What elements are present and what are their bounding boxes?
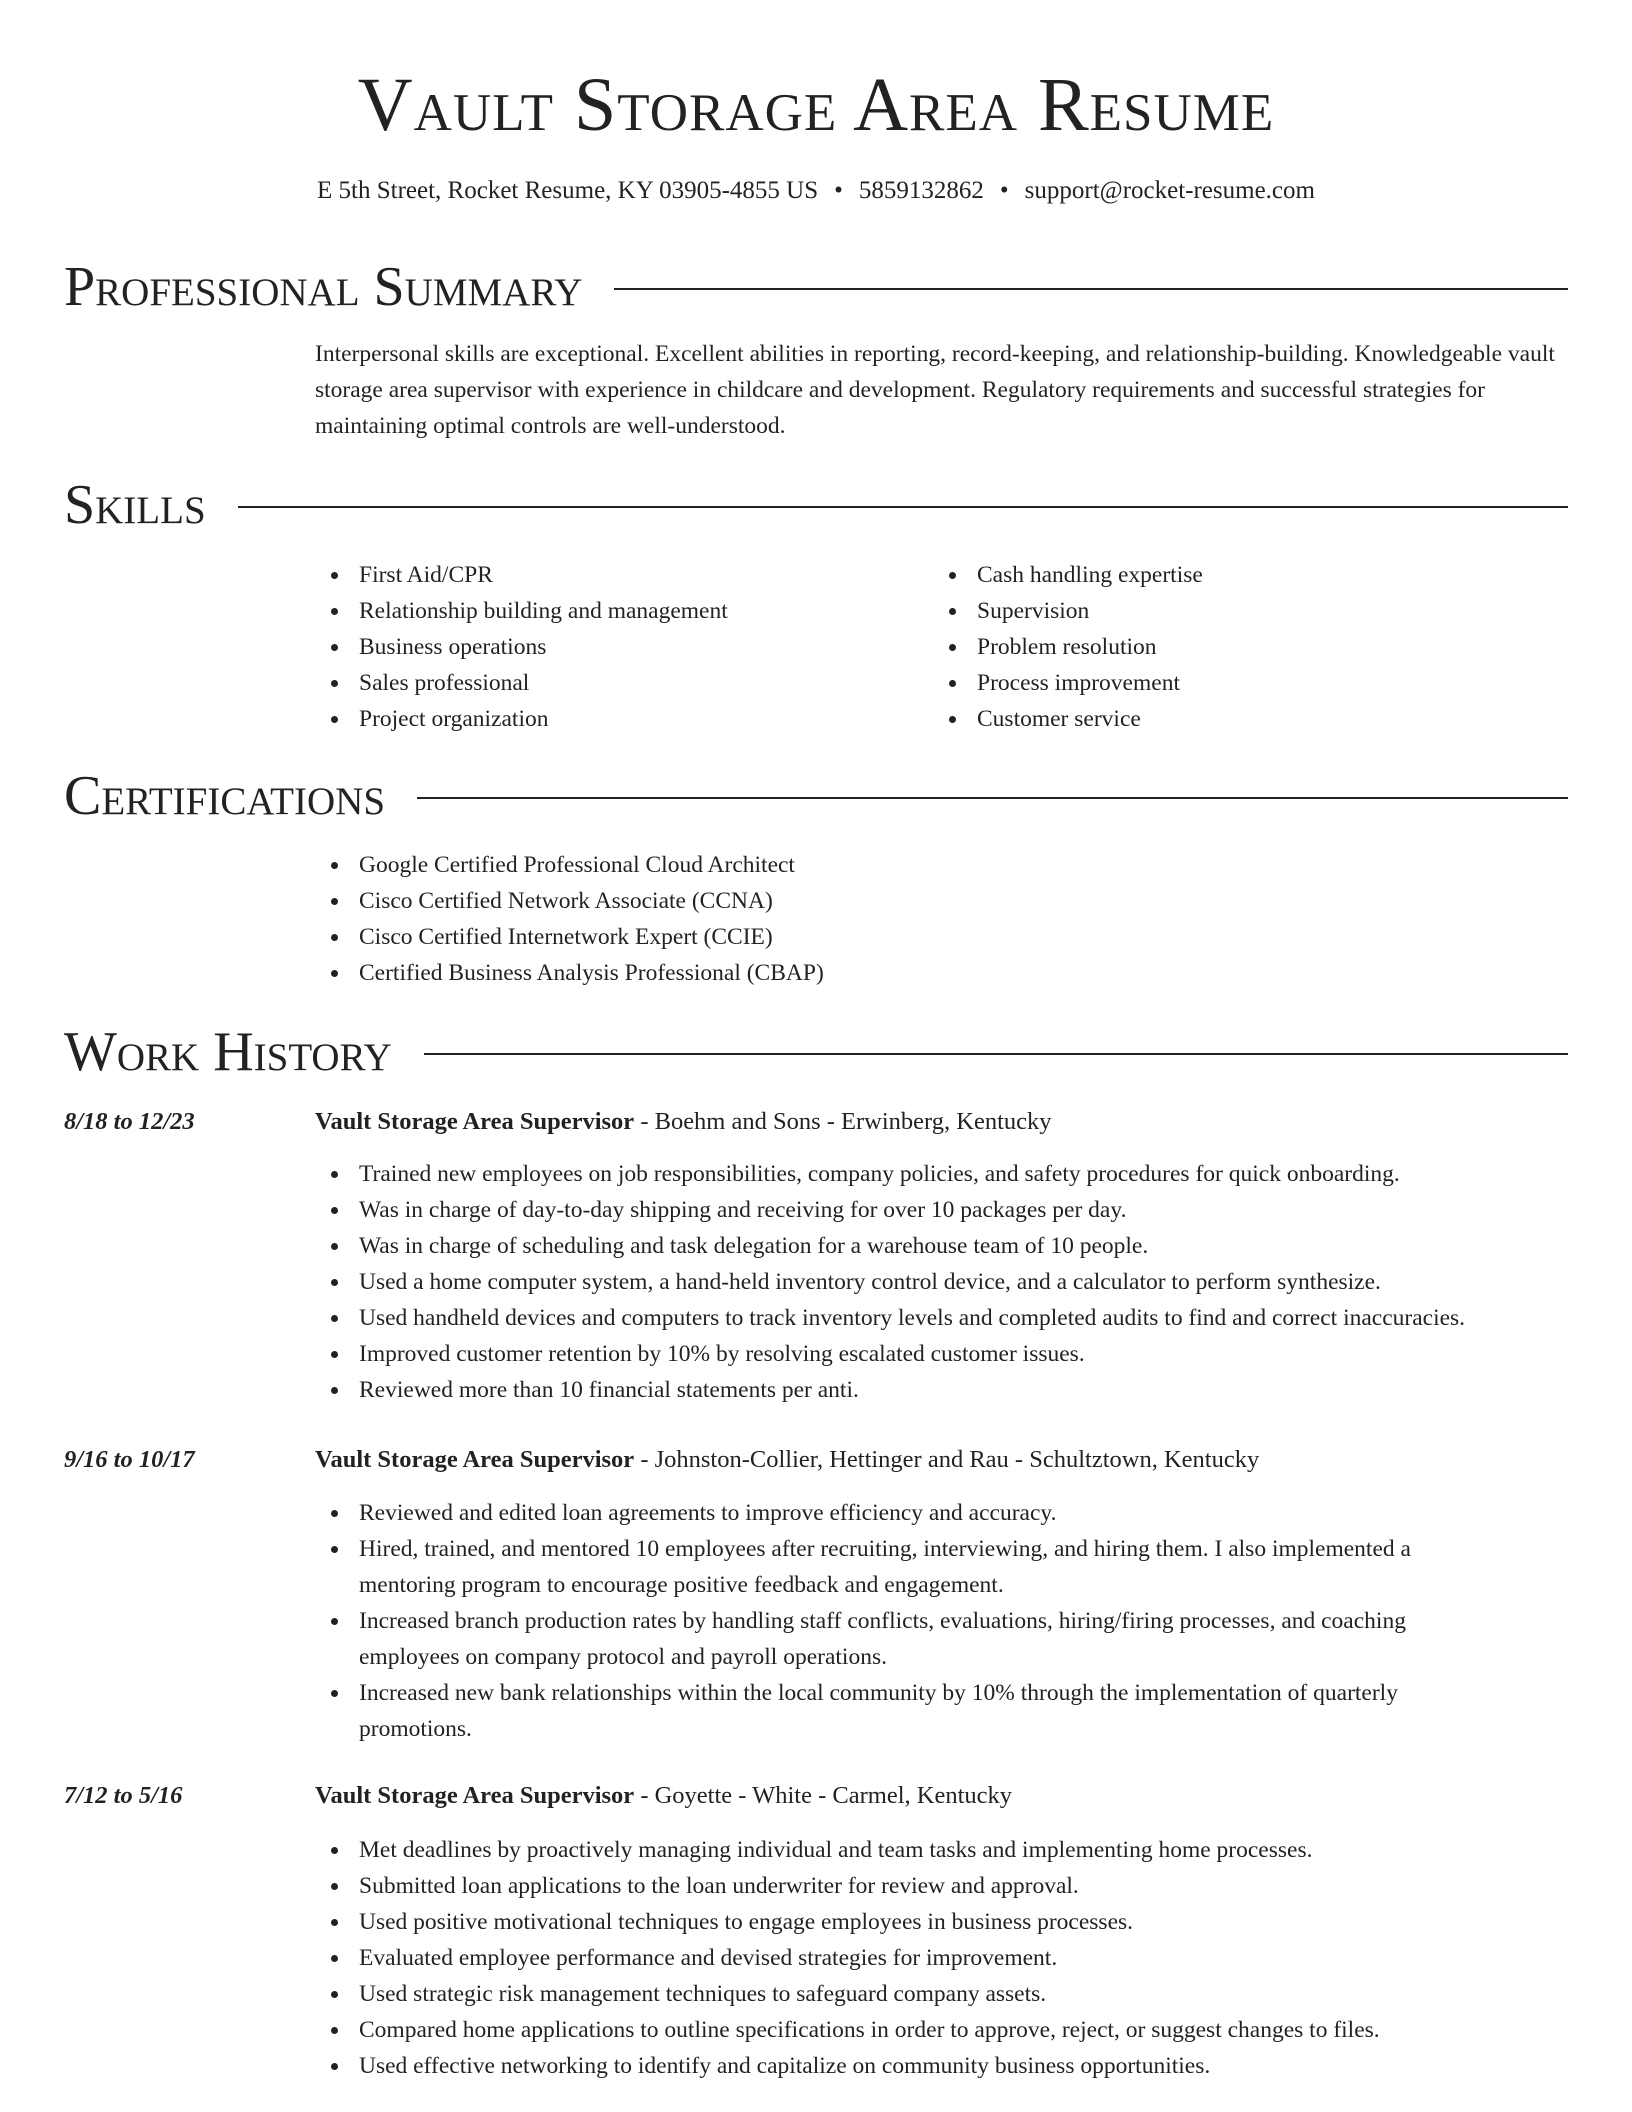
contact-separator: •	[999, 177, 1009, 204]
job-bullet: Increased branch production rates by handling staff conflicts, evaluations, hiring/firing processes, and coaching employees on company protocol and payroll operations.	[315, 1603, 1495, 1675]
job-bullets	[315, 1156, 1585, 1408]
job-role: Vault Storage Area Supervisor	[315, 1782, 635, 1809]
job-bullets	[315, 1495, 1495, 1747]
skill-item: Business operations	[315, 629, 915, 665]
skills-title: Skills	[64, 474, 206, 536]
section-divider	[424, 1053, 1568, 1055]
certification-item: Cisco Certified Network Associate (CCNA)	[315, 883, 1315, 919]
job-bullet: Increased new bank relationships within the local community by 10% through the implementation of quarterly promotions.	[315, 1675, 1495, 1747]
section-divider	[238, 506, 1568, 508]
job-bullet: Was in charge of day-to-day shipping and receiving for over 10 packages per day.	[315, 1192, 1585, 1228]
summary-text: Interpersonal skills are exceptional. Excellent abilities in reporting, record-keeping, and relationship-building. Knowledgeable vault storage area supervisor with experience in childcare and development. Regulatory requirements and successful strategies for maintaining optimal controls are well-understood.	[315, 341, 1555, 439]
skills-list-right	[933, 557, 1533, 737]
job-details: - Boehm and Sons - Erwinberg, Kentucky	[634, 1108, 1052, 1135]
skill-item: Cash handling expertise	[933, 557, 1533, 593]
job-role: Vault Storage Area Supervisor	[315, 1108, 635, 1135]
job-bullet: Used strategic risk management techniques to safeguard company assets.	[315, 1976, 1585, 2012]
job-heading	[315, 1104, 1052, 1140]
job-bullet: Reviewed and edited loan agreements to improve efficiency and accuracy.	[315, 1495, 1495, 1531]
skills-section-header	[64, 473, 1568, 537]
section-divider	[614, 288, 1568, 290]
job-dates: 9/16 to 10/17	[64, 1446, 195, 1473]
certifications-section-header	[64, 764, 1568, 828]
work-title: Work History	[64, 1021, 392, 1083]
job-bullet: Compared home applications to outline specifications in order to approve, reject, or suggest changes to files.	[315, 2012, 1585, 2048]
resume-name: Vault Storage Area Resume	[357, 63, 1275, 147]
job-dates: 7/12 to 5/16	[64, 1782, 183, 1809]
job-bullet: Used effective networking to identify and capitalize on community business opportunities.	[315, 2048, 1585, 2084]
job-bullet: Was in charge of scheduling and task delegation for a warehouse team of 10 people.	[315, 1228, 1585, 1264]
job-bullet: Reviewed more than 10 financial statements per anti.	[315, 1372, 1585, 1408]
skill-item: Customer service	[933, 701, 1533, 737]
job-heading	[315, 1778, 1012, 1814]
skill-item: Sales professional	[315, 665, 915, 701]
skill-item: First Aid/CPR	[315, 557, 915, 593]
job-details: - Goyette - White - Carmel, Kentucky	[634, 1782, 1012, 1809]
job-bullets	[315, 1832, 1585, 2084]
certifications-list	[315, 847, 1315, 991]
job-bullet: Trained new employees on job responsibilities, company policies, and safety procedures for quick onboarding.	[315, 1156, 1585, 1192]
job-bullet: Used handheld devices and computers to track inventory levels and completed audits to find and correct inaccuracies.	[315, 1300, 1585, 1336]
job-bullet: Evaluated employee performance and devised strategies for improvement.	[315, 1940, 1585, 1976]
skill-item: Process improvement	[933, 665, 1533, 701]
job-bullet: Used a home computer system, a hand-held inventory control device, and a calculator to perform synthesize.	[315, 1264, 1585, 1300]
contact-address: E 5th Street, Rocket Resume, KY 03905-4855 US	[317, 177, 819, 204]
summary-section-header	[64, 255, 1568, 319]
skill-item: Supervision	[933, 593, 1533, 629]
summary-title: Professional Summary	[64, 256, 583, 318]
job-heading	[315, 1442, 1259, 1478]
contact-email: support@rocket-resume.com	[1024, 177, 1315, 204]
job-details: - Johnston-Collier, Hettinger and Rau - Schultztown, Kentucky	[634, 1446, 1260, 1473]
job-bullet: Hired, trained, and mentored 10 employees after recruiting, interviewing, and hiring them. I also implemented a mentoring program to encourage positive feedback and engagement.	[315, 1531, 1495, 1603]
contact-separator: •	[834, 177, 843, 204]
skills-list-left	[315, 557, 915, 737]
work-section-header	[64, 1020, 1568, 1084]
section-divider	[417, 797, 1568, 799]
contact-phone: 5859132862	[858, 177, 984, 204]
job-bullet: Used positive motivational techniques to engage employees in business processes.	[315, 1904, 1585, 1940]
skill-item: Relationship building and management	[315, 593, 915, 629]
certifications-title: Certifications	[64, 765, 386, 827]
certification-item: Certified Business Analysis Professional (CBAP)	[315, 955, 1315, 991]
job-dates: 8/18 to 12/23	[64, 1108, 195, 1135]
job-bullet: Met deadlines by proactively managing individual and team tasks and implementing home processes.	[315, 1832, 1585, 1868]
job-role: Vault Storage Area Supervisor	[315, 1446, 635, 1473]
skill-item: Project organization	[315, 701, 915, 737]
job-bullet: Submitted loan applications to the loan underwriter for review and approval.	[315, 1868, 1585, 1904]
skill-item: Problem resolution	[933, 629, 1533, 665]
certification-item: Google Certified Professional Cloud Architect	[315, 847, 1315, 883]
job-bullet: Improved customer retention by 10% by resolving escalated customer issues.	[315, 1336, 1585, 1372]
certification-item: Cisco Certified Internetwork Expert (CCIE)	[315, 919, 1315, 955]
contact-line	[0, 174, 1632, 208]
